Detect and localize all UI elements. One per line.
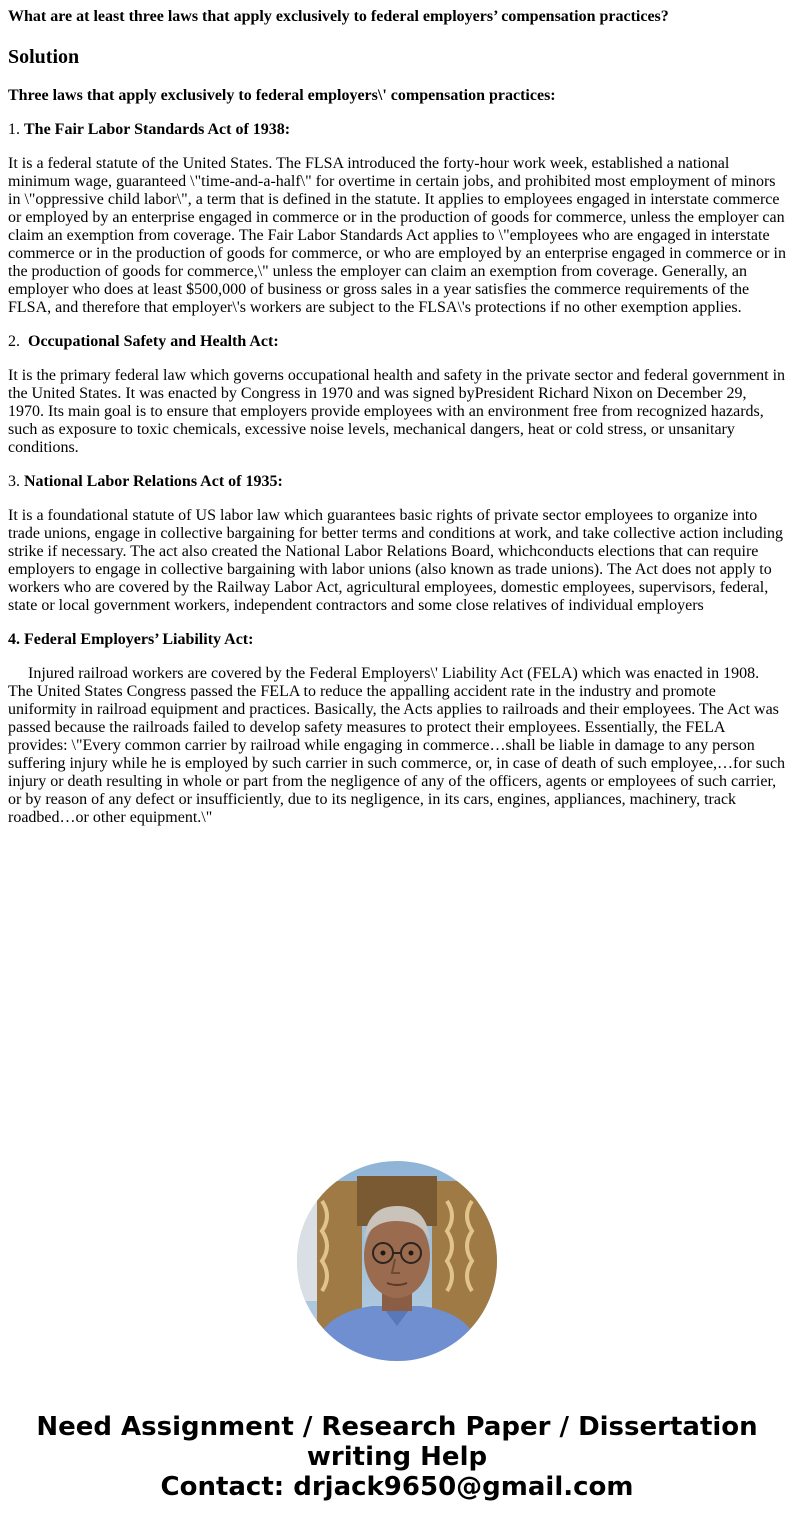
document [0, 8, 794, 827]
banner-line-2: writing Help [306, 1442, 488, 1472]
law-1-body: It is a federal statute of the United States. The FLSA introduced the forty-hour work week, established a national minimum wage, guaranteed \"time-and-a-half\" for overtime in certain jobs, and prohibited most employment of minors in \"oppressive child labor\", a term that is defined in the statute. It applies to employees engaged in interstate commerce or employed by an enterprise engaged in commerce or in the production of goods for commerce, unless the employer can claim an exemption from coverage. The Fair Labor Standards Act applies to \"employees who are engaged in interstate commerce or in the production of goods for commerce, or who are employed by an enterprise engaged in commerce or in the production of goods for commerce,\" unless the employer can claim an exemption from coverage. Generally, an employer who does at least $500,000 of business or gross sales in a year satisfies the commerce requirements of the FLSA, and therefore that employer\'s workers are subject to the FLSA\'s protections if no other exemption applies. [8, 155, 786, 316]
law-4-number: 4. [8, 631, 24, 648]
banner-contact[interactable]: Contact: drjack9650@gmail.com [160, 1472, 634, 1502]
author-photo-icon [297, 1161, 497, 1361]
law-4-heading [8, 631, 786, 649]
law-4-body: Injured railroad workers are covered by the Federal Employers\' Liability Act (FELA) which was enacted in 1908. The United States Congress passed the FELA to reduce the appalling accident rate in the industry and promote uniformity in railroad equipment and practices. Basically, the Acts applies to railroads and their employees. The Act was passed because the railroads failed to develop safety measures to protect their employees. Essentially, the FELA provides: \"Every common carrier by railroad while engaging in commerce…shall be liable in damage to any person suffering injury while he is employed by such carrier in such commerce, or, in case of death of such employee,…for such injury or death resulting in whole or part from the negligence of any of the officers, agents or employees of such carrier, or by reason of any defect or insufficiently, due to its negligence, in its cars, engines, appliances, machinery, track roadbed…or other equipment.\" [8, 665, 786, 826]
law-2-title: Occupational Safety and Health Act: [28, 333, 279, 350]
law-1-number: 1. [8, 121, 24, 138]
law-3-body: It is a foundational statute of US labor law which guarantees basic rights of private sector employees to organize into trade unions, engage in collective bargaining for better terms and conditions at work, and take collective action including strike if necessary. The act also created the National Labor Relations Board, whichconducts elections that can require employers to engage in collective bargaining with labor unions (also known as trade unions). The Act does not apply to workers who are covered by the Railway Labor Act, agricultural employees, domestic employees, supervisors, federal, state or local government workers, independent contractors and some close relatives of individual employers [8, 507, 784, 614]
question-text: What are at least three laws that apply exclusively to federal employers’ compensation practices? [8, 8, 669, 25]
law-2-number: 2. [8, 333, 28, 350]
law-1-heading [8, 121, 786, 139]
solution-heading: Solution [8, 46, 80, 68]
help-banner [0, 1412, 794, 1502]
author-avatar [297, 1161, 497, 1361]
law-2-body: It is the primary federal law which governs occupational health and safety in the private sector and federal government in the United States. It was enacted by Congress in 1970 and was signed byPresident Richard Nixon on December 29, 1970. Its main goal is to ensure that employers provide employees with an environment free from recognized hazards, such as exposure to toxic chemicals, excessive noise levels, mechanical dangers, heat or cold stress, or unsanitary conditions. [8, 367, 786, 456]
law-3-title: National Labor Relations Act of 1935: [24, 473, 283, 490]
law-3-heading [8, 473, 786, 491]
law-2-heading [8, 333, 786, 351]
law-1-title: The Fair Labor Standards Act of 1938: [24, 121, 291, 138]
intro-text: Three laws that apply exclusively to federal employers\' compensation practices: [8, 87, 556, 104]
law-4-title: Federal Employers’ Liability Act: [24, 631, 254, 648]
law-3-number: 3. [8, 473, 24, 490]
banner-line-1: Need Assignment / Research Paper / Dissertation [36, 1412, 758, 1442]
